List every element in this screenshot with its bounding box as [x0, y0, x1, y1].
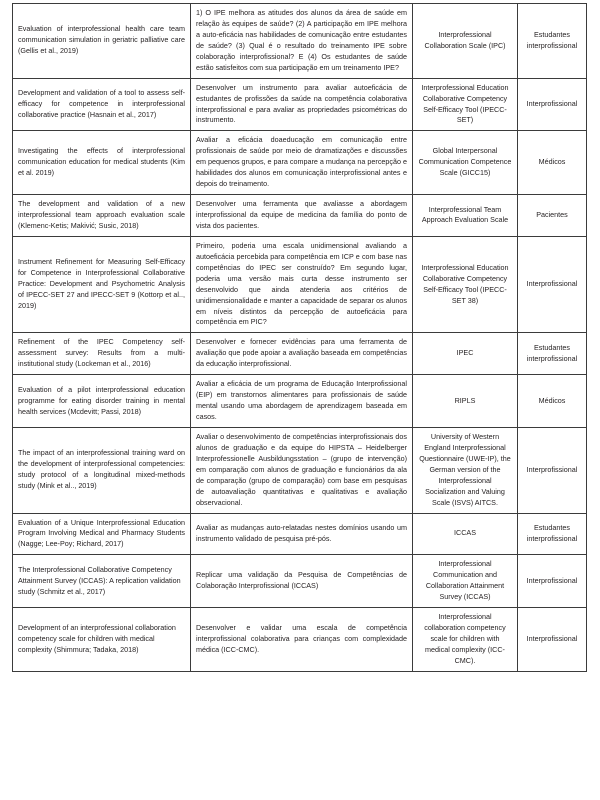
- cell-objective: Avaliar a eficácia de um programa de Educação Interprofissional (EIP) em transtornos alimentares para profissionais de saúde mental usando uma abordagem de aprendizagem baseada em casos.: [191, 375, 413, 428]
- cell-instrument: Interprofessional collaboration competency scale for children with medical complexity (ICC-CMC).: [413, 608, 518, 672]
- cell-study-title: Refinement of the IPEC Competency self-assessment survey: Results from a multi-institutional study (Lockeman et al., 2016): [13, 333, 191, 375]
- cell-objective: Replicar uma validação da Pesquisa de Competências de Colaboração Interprofissional (ICCAS): [191, 555, 413, 608]
- cell-study-title: Evaluation of a Unique Interprofessional Education Program Involving Medical and Pharmacy Students (Nagge; Lee-Poy; Richard, 2017): [13, 513, 191, 555]
- cell-population: Estudantes interprofissional: [518, 4, 587, 79]
- cell-objective: Primeiro, poderia uma escala unidimensional avaliando a autoeficácia percebida para competência em ICP e com base nas competências do IPEC ser construído? Em segundo lugar, poderia uma versão mais curta desse instrumento ser desenvolvido que ainda atenderia aos critérios de unidimensionalidade e manter a capacidade de separar os alunos em níveis distintos da percepção de autoeficácia para competência em PIC?: [191, 236, 413, 333]
- cell-study-title: Evaluation of interprofessional health care team communication simulation in geriatric palliative care (Gellis et al., 2019): [13, 4, 191, 79]
- cell-instrument: Interprofessional Education Collaborative Competency Self-Efficacy Tool (IPECC-SET 38): [413, 236, 518, 333]
- table-row: [13, 608, 587, 672]
- cell-population: Estudantes interprofissional: [518, 513, 587, 555]
- cell-instrument: Interprofessional Communication and Collaboration Attainment Survey (ICCAS): [413, 555, 518, 608]
- cell-population: Médicos: [518, 131, 587, 195]
- cell-objective: Desenvolver uma ferramenta que avaliasse a abordagem interprofissional da equipe de medicina da família do ponto de vista dos pacientes.: [191, 195, 413, 237]
- table-row: [13, 513, 587, 555]
- cell-population: Interprofissional: [518, 555, 587, 608]
- cell-instrument: Interprofessional Collaboration Scale (IPC): [413, 4, 518, 79]
- cell-objective: Desenvolver e fornecer evidências para uma ferramenta de avaliação que pode apoiar a avaliação baseada em competências da educação interprofissional.: [191, 333, 413, 375]
- cell-study-title: Development of an interprofessional collaboration competency scale for children with medical complexity (Shimmura; Tadaka, 2018): [13, 608, 191, 672]
- cell-study-title: The Interprofessional Collaborative Competency Attainment Survey (ICCAS): A replication validation study (Schmitz et al., 2017): [13, 555, 191, 608]
- studies-table: [12, 3, 587, 672]
- cell-instrument: IPEC: [413, 333, 518, 375]
- table-row: [13, 427, 587, 513]
- table-row: [13, 195, 587, 237]
- table-row: [13, 375, 587, 428]
- cell-population: Interprofissional: [518, 427, 587, 513]
- table-row: [13, 131, 587, 195]
- cell-study-title: Evaluation of a pilot interprofessional education programme for eating disorder training in mental health services (Mcdevitt; Passi, 2018): [13, 375, 191, 428]
- table-row: [13, 4, 587, 79]
- cell-objective: Avaliar as mudanças auto-relatadas nestes domínios usando um instrumento validado de pesquisa pré-pós.: [191, 513, 413, 555]
- table-row: [13, 555, 587, 608]
- cell-instrument: Global Interpersonal Communication Competence Scale (GICC15): [413, 131, 518, 195]
- cell-objective: Avaliar o desenvolvimento de competências interprofissionais dos alunos de graduação e da equipe do HIPSTA – Heidelberger Interprofessionelle Ausbildungsstation – (grupo de intervenção) em comparação com alunos de graduação e funcionários da ala de comparação (grupo de comparação) com base em pesquisas de autoavaliação quantitativas e qualitativas e avaliação observacional.: [191, 427, 413, 513]
- cell-population: Interprofissional: [518, 236, 587, 333]
- table-row: [13, 236, 587, 333]
- cell-instrument: University of Western England Interprofessional Questionnaire (UWE-IP), the German version of the Interprofessional Socialization and Valuing Scale (ISVS) AITCS.: [413, 427, 518, 513]
- cell-objective: Desenvolver um instrumento para avaliar autoeficácia de estudantes de profissões da saúde na competência colaborativa interprofissional e para avaliar as propriedades psicométricas do instrumento.: [191, 78, 413, 131]
- cell-study-title: The development and validation of a new interprofessional team approach evaluation scale (Klemenc-Ketis; Makivić; Susic, 2018): [13, 195, 191, 237]
- cell-population: Médicos: [518, 375, 587, 428]
- table-row: [13, 78, 587, 131]
- cell-population: Estudantes interprofissional: [518, 333, 587, 375]
- cell-objective: 1) O IPE melhora as atitudes dos alunos da área de saúde em relação às equipes de saúde? (2) A participação em IPE melhora a auto-eficácia nas habilidades de comunicação entre estudantes de saúde? (3) Qual é o resultado do treinamento IPE sobre colaboração interprofissional? E (4) Os estudantes de saúde estão satisfeitos com sua participação em um treinamento IPE?: [191, 4, 413, 79]
- cell-instrument: ICCAS: [413, 513, 518, 555]
- cell-instrument: Interprofessional Education Collaborative Competency Self-Efficacy Tool (IPECC-SET): [413, 78, 518, 131]
- cell-population: Interprofissional: [518, 608, 587, 672]
- cell-study-title: The impact of an interprofessional training ward on the development of interprofessional competencies: study protocol of a longitudinal mixed-methods study (Mink et al.., 2019): [13, 427, 191, 513]
- cell-objective: Desenvolver e validar uma escala de competência interprofissional colaborativa para crianças com complexidade médica (ICC-CMC).: [191, 608, 413, 672]
- cell-instrument: Interprofessional Team Approach Evaluation Scale: [413, 195, 518, 237]
- cell-study-title: Instrument Refinement for Measuring Self-Efficacy for Competence in Interprofessional Collaborative Practice: Development and Psychometric Analysis of IPECC-SET 27 and IPECC-SET 9 (Kottorp et al.., 2019): [13, 236, 191, 333]
- cell-instrument: RIPLS: [413, 375, 518, 428]
- studies-table-body: [13, 4, 587, 672]
- cell-study-title: Development and validation of a tool to assess self-efficacy for competence in interprofessional collaborative practice (Hasnain et al., 2017): [13, 78, 191, 131]
- cell-study-title: Investigating the effects of interprofessional communication education for medical students (Kim et al. 2019): [13, 131, 191, 195]
- cell-population: Pacientes: [518, 195, 587, 237]
- cell-population: Interprofissional: [518, 78, 587, 131]
- cell-objective: Avaliar a eficácia doaeducação em comunicação entre profissionais de saúde por meio de dramatizações e discussões em pequenos grupos, e para compare a mudança na percepção e habilidades dos alunos em comunicação interprofissional antes e depois do treinamento.: [191, 131, 413, 195]
- table-row: [13, 333, 587, 375]
